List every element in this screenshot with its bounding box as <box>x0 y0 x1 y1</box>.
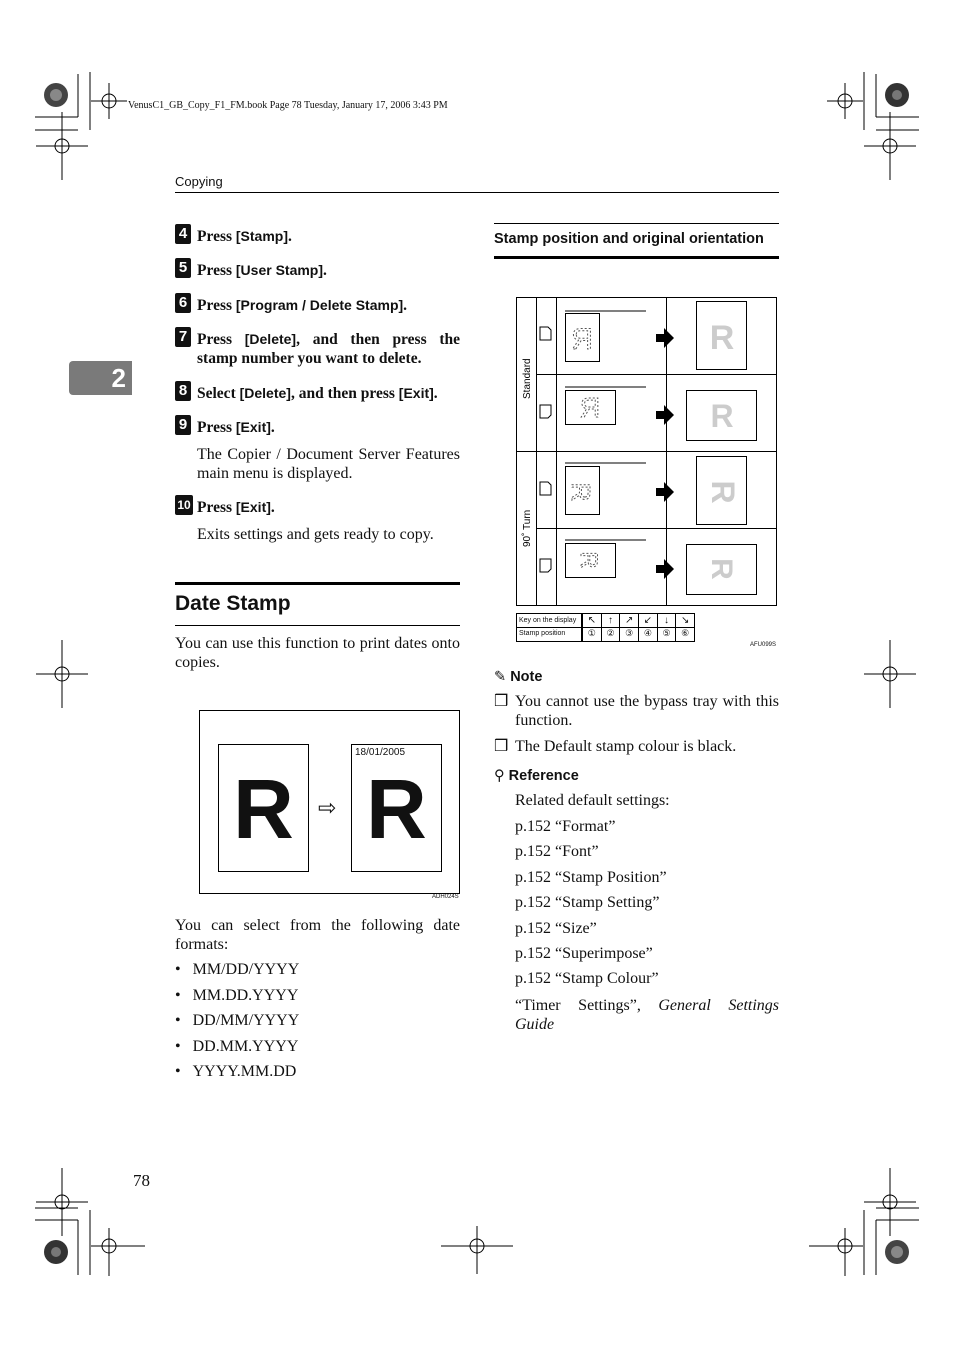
stamp-position-heading: Stamp position and original orientation <box>494 231 764 247</box>
arrow-up-icon: ↑ ② <box>601 614 620 641</box>
stamp-position-diagram <box>516 297 778 609</box>
note-icon: ✎ <box>494 669 507 685</box>
chapter-number: 2 <box>111 363 126 393</box>
chapter-tab <box>69 361 132 395</box>
header-rule <box>175 192 779 193</box>
step-text: Select [Delete], and then press [Exit]. <box>197 385 438 402</box>
figure-code: ADH024S <box>432 894 459 900</box>
reference-item: “Timer Settings”, General Settings Guide <box>515 997 780 1033</box>
checkbox-icon: ❒ <box>494 693 509 710</box>
svg-text:R: R <box>566 482 596 502</box>
step-text: Press [Stamp]. <box>197 228 292 245</box>
note-item: ❒ The Default stamp colour is black. <box>494 738 737 755</box>
svg-text:R: R <box>571 323 593 356</box>
arrow-down-right-icon: ↘ ⑥ <box>675 614 694 641</box>
step-note: Exits settings and gets ready to copy. <box>197 526 434 543</box>
group-label-standard: Standard <box>522 358 533 399</box>
diagram-code: AFU099S <box>750 642 777 648</box>
step-text: Press [Exit]. <box>197 499 275 516</box>
running-header: Copying <box>175 174 223 189</box>
arrow-down-icon: ↓ ⑤ <box>657 614 676 641</box>
reference-heading: ⚲ Reference <box>494 768 579 784</box>
letter-r: R <box>233 762 294 856</box>
step-note: The Copier / Document Server Features main menu is displayed. <box>197 446 460 482</box>
page-number: 78 <box>133 1171 150 1190</box>
svg-text:R: R <box>705 558 738 580</box>
reference-item: p.152 “Superimpose” <box>515 945 653 962</box>
reference-intro: Related default settings: <box>515 792 670 809</box>
date-stamp-figure <box>199 710 460 900</box>
date-stamp-text: 18/01/2005 <box>355 747 406 758</box>
step-number: 6 <box>175 293 191 313</box>
step-9 <box>175 418 460 483</box>
step-number: 5 <box>175 258 191 278</box>
checkbox-icon: ❒ <box>494 738 509 755</box>
reference-item: p.152 “Stamp Setting” <box>515 894 660 911</box>
step-7 <box>175 330 460 368</box>
arrow-right-icon: ⇨ <box>318 795 337 820</box>
step-number: 8 <box>175 381 191 401</box>
step-6 <box>175 296 460 315</box>
list-item: • YYYY.MM.DD <box>175 1063 297 1080</box>
step-number: 9 <box>175 415 191 435</box>
reference-item: p.152 “Format” <box>515 818 616 835</box>
step-text: Press [Exit]. <box>197 419 275 436</box>
note-heading: ✎ Note <box>494 669 543 685</box>
step-5 <box>175 261 460 280</box>
original-page <box>218 744 309 872</box>
step-10 <box>175 498 460 544</box>
list-item: • MM/DD/YYYY <box>175 961 300 978</box>
key-label: Key on the display <box>519 617 577 624</box>
letter-r: R <box>366 762 427 856</box>
reference-item: p.152 “Stamp Colour” <box>515 970 659 987</box>
date-stamp-intro: You can use this function to print dates onto copies. <box>175 635 460 671</box>
list-item: • MM.DD.YYYY <box>175 986 299 1004</box>
step-8 <box>175 384 460 403</box>
list-item: • DD.MM.YYYY <box>175 1037 299 1055</box>
arrow-up-right-icon: ↗ ③ <box>619 614 638 641</box>
svg-text:R: R <box>709 319 735 357</box>
svg-text:R: R <box>579 392 601 423</box>
date-formats-intro: You can select from the following date formats: <box>175 917 460 953</box>
svg-text:R: R <box>575 551 602 569</box>
step-number: 4 <box>175 224 191 244</box>
note-item: ❒ You cannot use the bypass tray with this function. <box>494 693 779 729</box>
reference-item: p.152 “Font” <box>515 843 599 860</box>
stamp-position-rule-top <box>494 223 779 224</box>
svg-text:R: R <box>710 398 734 434</box>
stamp-position-rule-bottom <box>494 256 779 259</box>
svg-text:R: R <box>705 480 741 504</box>
arrow-up-left-icon: ↖ ① <box>582 614 601 641</box>
magnifier-icon: ⚲ <box>494 768 505 784</box>
step-text: Press [Delete], and then press the stamp number you want to delete. <box>197 331 460 367</box>
section-rule-top <box>175 582 460 585</box>
position-label: Stamp position <box>519 630 566 637</box>
section-heading: Date Stamp <box>175 592 291 615</box>
copy-page <box>351 744 442 872</box>
date-formats-list <box>175 961 299 1089</box>
list-item: • DD/MM/YYYY <box>175 1012 300 1029</box>
step-4 <box>175 227 460 246</box>
reference-item: p.152 “Stamp Position” <box>515 869 667 886</box>
reference-item: p.152 “Size” <box>515 920 597 937</box>
arrow-down-left-icon: ↙ ④ <box>638 614 657 641</box>
step-text: Press [User Stamp]. <box>197 262 327 279</box>
group-label-turn: 90˚ Turn <box>522 509 533 547</box>
key-cells <box>582 614 694 641</box>
step-text: Press [Program / Delete Stamp]. <box>197 297 408 314</box>
step-number: 7 <box>175 327 191 347</box>
file-info: VenusC1_GB_Copy_F1_FM.book Page 78 Tuesday, January 17, 2006 3:43 PM <box>128 100 448 111</box>
step-number: 10 <box>175 495 193 515</box>
section-rule-bottom <box>175 625 460 626</box>
key-table <box>516 613 695 642</box>
